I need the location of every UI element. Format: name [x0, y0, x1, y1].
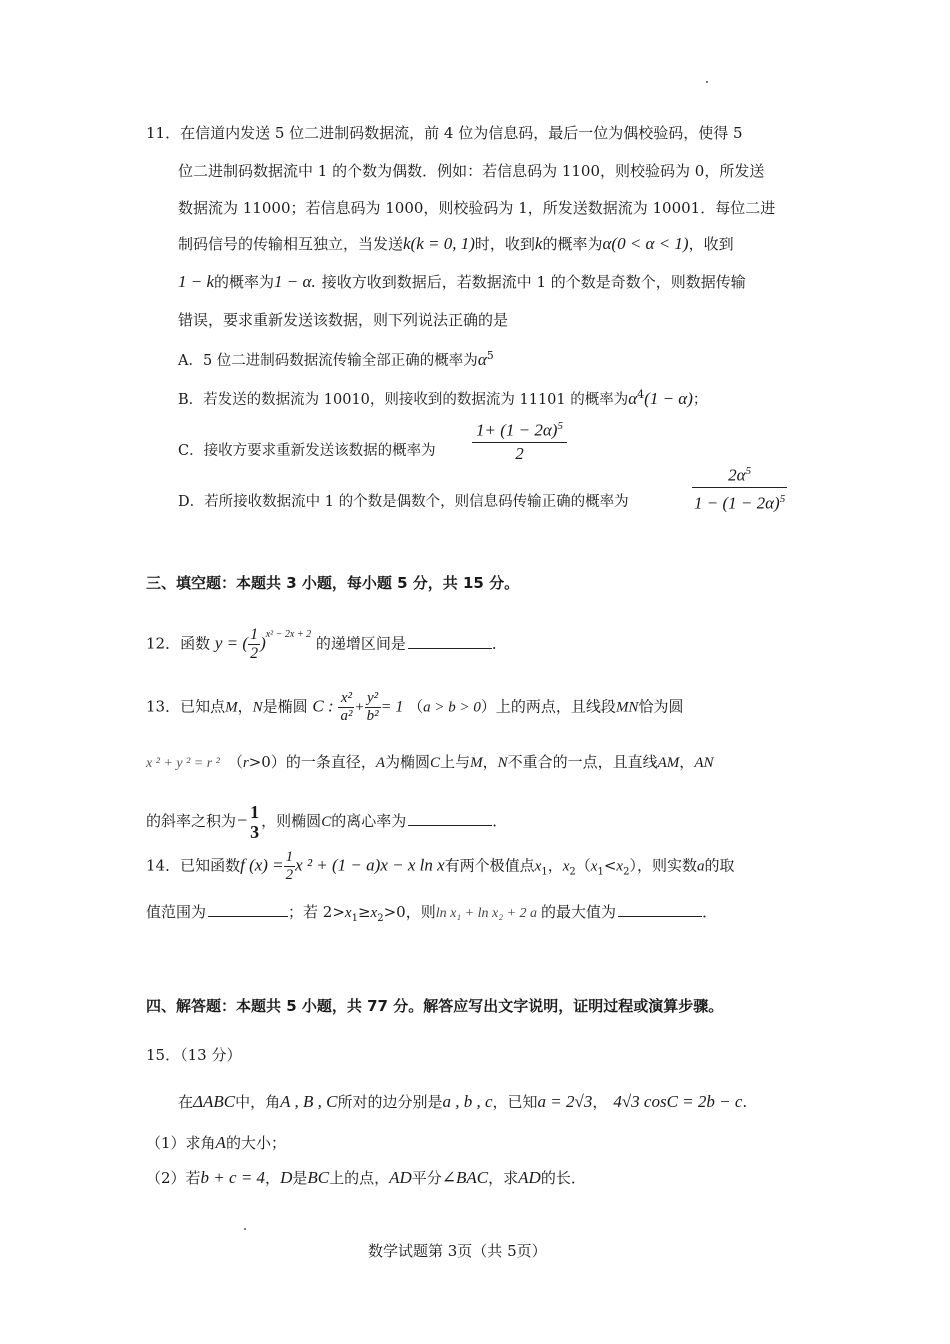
q11-option-c: C．接收方要求重新发送该数据的概率为 [178, 443, 436, 459]
q11-line-4: 制码信号的传输相互独立，当发送k(k = 0, 1)时，收到k的概率为α(0 < α < 1)，收到 [178, 234, 734, 253]
q13-line-1: 13．已知点M，N是椭圆 C : $\frac{\text{x²}}{\text{a²}}$ + $\frac{\text{y²}}{\text{b²}}$ = 1 （a > b > 0）上的两点，且线段MN恰为圆 [146, 690, 684, 724]
q15-part-1: （1）求角A的大小； [146, 1133, 286, 1152]
q13-answer-blank[interactable] [408, 811, 492, 826]
q11-option-a: A．5 位二进制码数据流传输全部正确的概率为$\alpha^5$ [178, 349, 494, 369]
q15-statement: 在ΔABC中，角A , B , C所对的边分别是a , b , c，已知a = 2√3， 4√3 cosC = 2b − c. [178, 1092, 748, 1111]
q12-answer-blank[interactable] [408, 634, 492, 649]
q15-part-2: （2）若b + c = 4，D是BC上的点，AD平分∠BAC，求AD的长． [146, 1168, 586, 1187]
scan-dot [244, 1228, 246, 1230]
q13-line-3: 的斜率之积为− 1 3 ，则椭圆C的离心率为 ． [146, 802, 508, 842]
q11-line-1: 11．在信道内发送 5 位二进制码数据流，前 4 位为信息码，最后一位为偶校验码，使得 5 [146, 124, 743, 142]
section-3-heading: 三、填空题：本题共 3 小题，每小题 5 分，共 15 分。 [146, 574, 520, 592]
q15-heading: 15．（13 分） [146, 1046, 242, 1064]
q11-line-6: 错误，要求重新发送该数据，则下列说法正确的是 [178, 311, 509, 329]
q11-option-c-fraction: $\frac{1+ (1 - 2\alpha)^5}{2}$ [472, 415, 567, 465]
q11-option-d: D．若所接收数据流中 1 的个数是偶数个，则信息码传输正确的概率为 [178, 494, 629, 510]
q14-answer-blank-2[interactable] [618, 902, 702, 917]
q14-line-1: 14．已知函数f (x) = $\frac{1}{2}$ x ² + (1 − a)x − x ln x有两个极值点$x_1$，$x_2(x_1<x_2)$，则实数a的取 [146, 849, 735, 883]
q11-option-d-fraction: $\frac{2\alpha^5}{1 - (1 - 2\alpha)^5}$ [692, 460, 787, 514]
q14-answer-blank-1[interactable] [208, 902, 288, 917]
q11-option-b: B．若发送的数据流为 10010，则接收到的数据流为 11101 的概率为$\alpha^4(1 - \alpha)$； [178, 388, 708, 408]
scan-dot [706, 81, 708, 83]
page-footer: 数学试题第 3页（共 5页） [368, 1242, 547, 1260]
q12-line: 12．函数 y = ( $\frac{1}{2}$ )$^{x^2 - 2x + 2}$ 的递增区间是 ． [146, 626, 507, 662]
q14-line-2: 值范围为 ；若 $2>x_1\ge x_2>0$，则ln x₁ + ln x₂ + 2 a 的最大值为 ． [146, 903, 718, 924]
q11-line-3: 数据流为 11000；若信息码为 1000，则校验码为 1，所发送数据流为 10001．每位二进 [178, 199, 776, 217]
section-4-heading: 四、解答题：本题共 5 小题，共 77 分。解答应写出文字说明，证明过程或演算步骤。 [146, 997, 724, 1015]
q13-line-2: x ² + y ² = r ² （r>0）的一条直径，A为椭圆C上与M，N不重合的一点，且直线AM，AN [146, 753, 714, 771]
q11-line-5: 1 − k的概率为1 − α. 接收方收到数据后，若数据流中 1 的个数是奇数个，则数据传输 [178, 272, 746, 291]
q11-line-2: 位二进制码数据流中 1 的个数为偶数．例如：若信息码为 1100，则校验码为 0，所发送 [178, 162, 765, 180]
